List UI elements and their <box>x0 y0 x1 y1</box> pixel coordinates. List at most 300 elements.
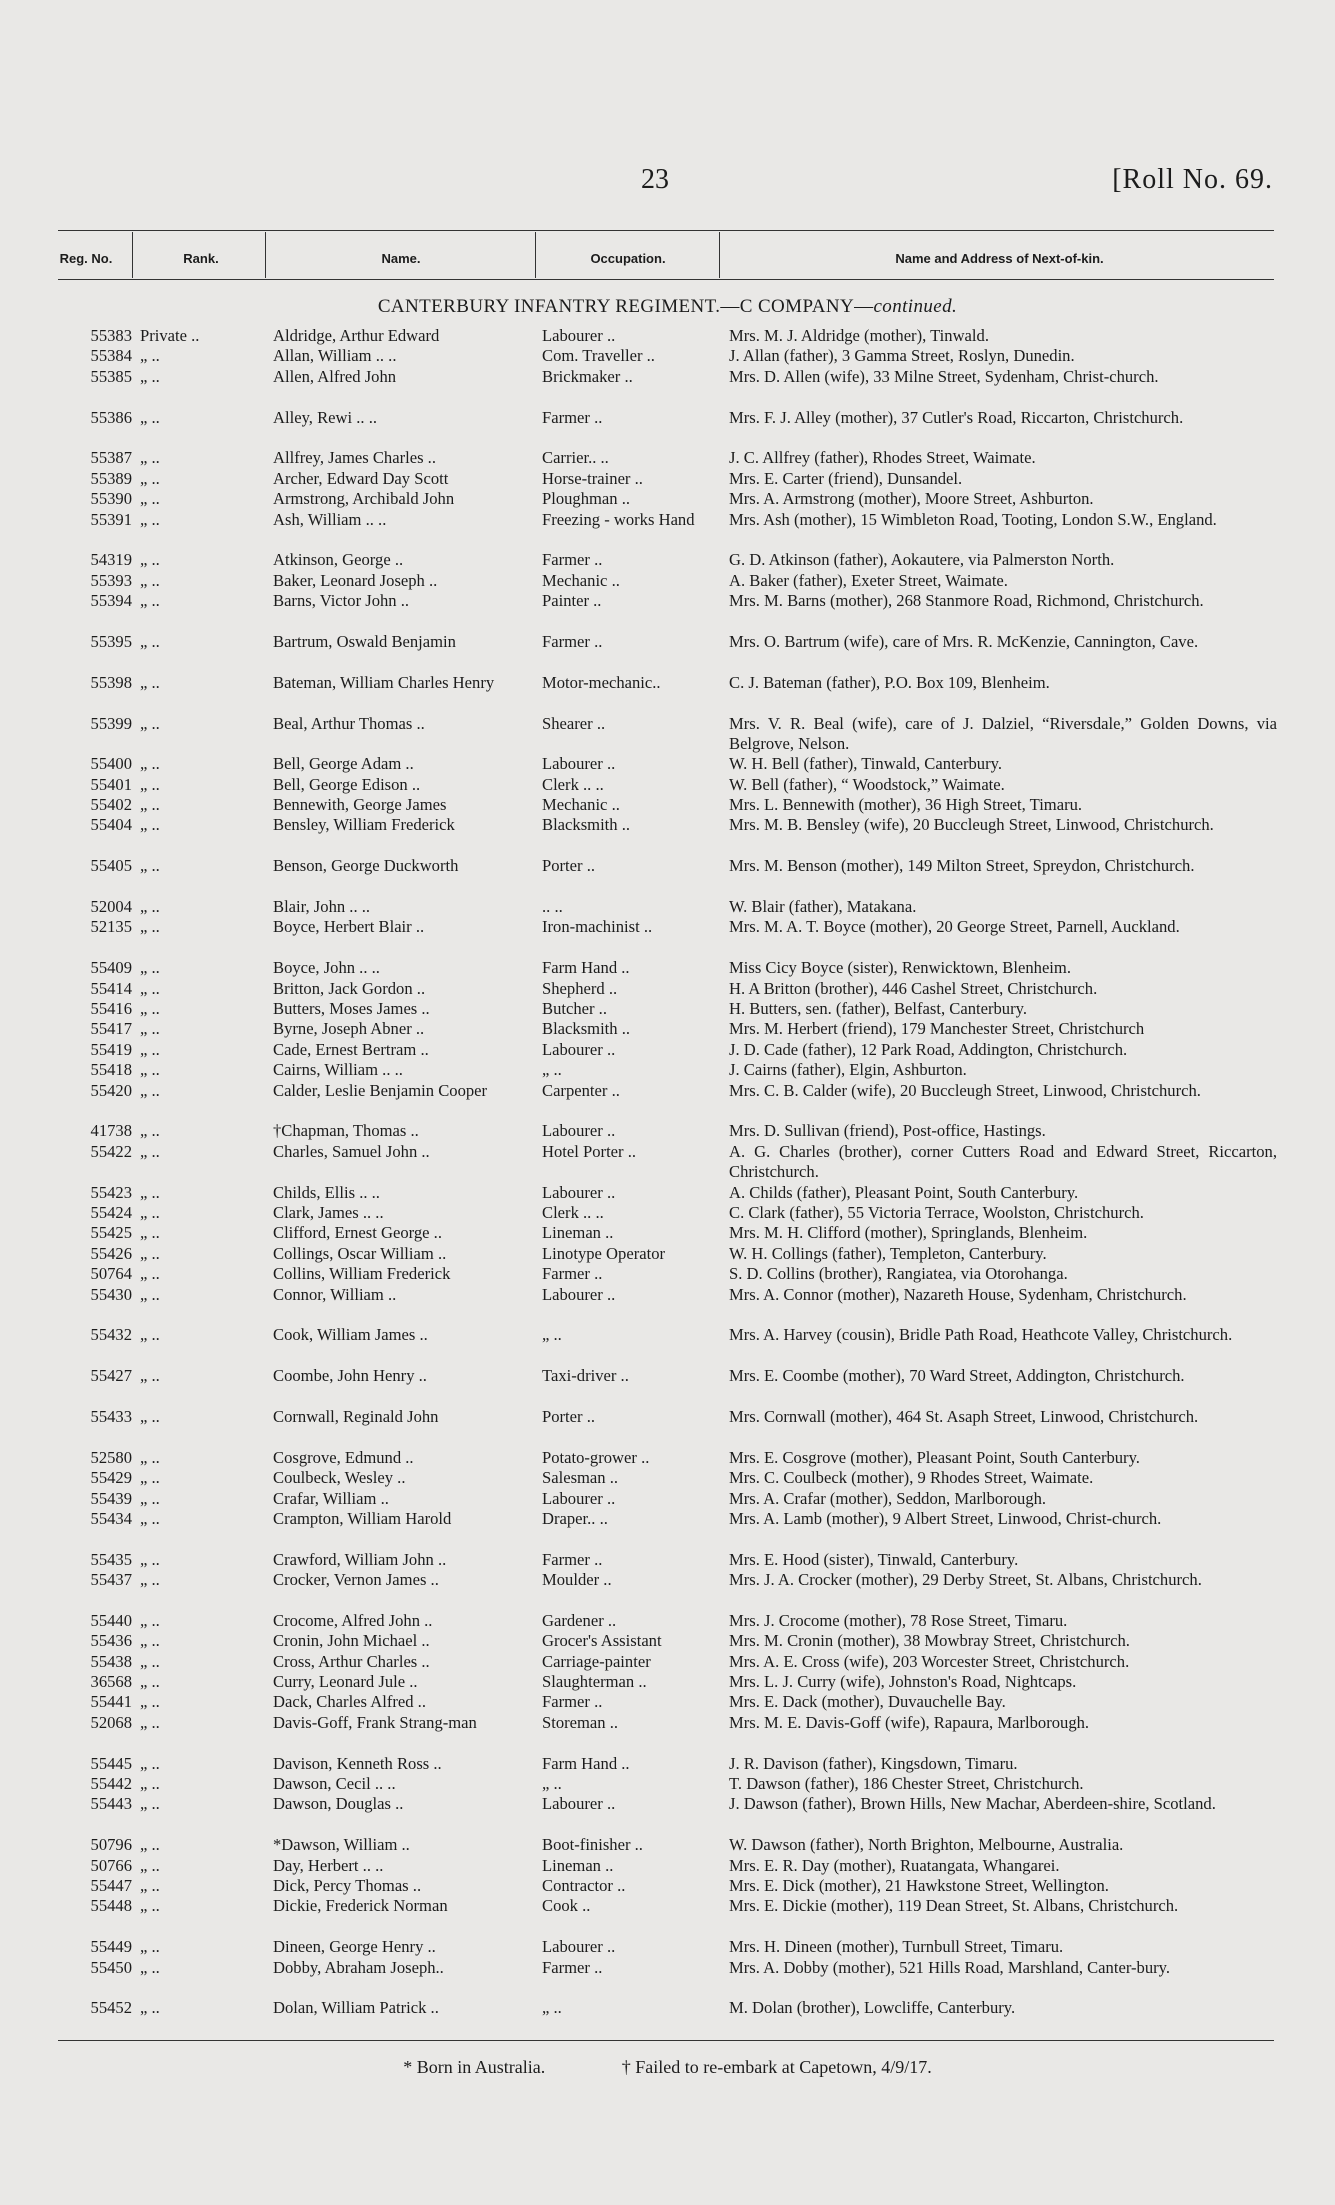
rank: „ .. <box>140 1753 160 1773</box>
reg-number: 36568 <box>90 1672 132 1692</box>
reg-number: 55442 <box>90 1774 132 1794</box>
occupation: Slaughterman .. <box>542 1672 647 1692</box>
soldier-name: Crampton, William Harold <box>273 1508 452 1528</box>
footnote-failed-reembark: † Failed to re-embark at Capetown, 4/9/17. <box>621 2057 932 2077</box>
table-row <box>0 1285 1335 1326</box>
reg-number: 50764 <box>90 1264 132 1284</box>
next-of-kin: Mrs. M. Benson (mother), 149 Milton Street, Spreydon, Christchurch. <box>729 856 1195 876</box>
occupation: Labourer .. <box>542 1182 616 1202</box>
next-of-kin: Mrs. E. Cosgrove (mother), Pleasant Point, South Canterbury. <box>729 1447 1140 1467</box>
next-of-kin: J. Allan (father), 3 Gamma Street, Roslyn, Dunedin. <box>729 346 1075 366</box>
occupation: „ .. <box>542 1060 562 1080</box>
soldier-name: Calder, Leslie Benjamin Cooper <box>273 1080 488 1100</box>
soldier-name: Dineen, George Henry .. <box>273 1937 436 1957</box>
occupation: Shepherd .. <box>542 978 618 998</box>
rank: „ .. <box>140 1570 160 1590</box>
table-row <box>0 1998 1335 2018</box>
rank: „ .. <box>140 1080 160 1100</box>
table-row <box>0 1876 1335 1896</box>
header-occupation: Occupation. <box>590 251 666 266</box>
reg-number: 54319 <box>90 550 132 570</box>
next-of-kin: Mrs. H. Dineen (mother), Turnbull Street, Timaru. <box>729 1937 1064 1957</box>
next-of-kin: Mrs. M. A. T. Boyce (mother), 20 George Street, Parnell, Auckland. <box>729 917 1180 937</box>
reg-number: 55430 <box>90 1284 132 1304</box>
occupation: Draper.. .. <box>542 1508 608 1528</box>
table-row <box>0 448 1335 468</box>
reg-number: 55387 <box>90 448 132 468</box>
rank: „ .. <box>140 366 160 386</box>
next-of-kin: J. D. Cade (father), 12 Park Road, Addington, Christchurch. <box>729 1039 1128 1059</box>
next-of-kin: Mrs. M. H. Clifford (mother), Springlands, Blenheim. <box>729 1223 1088 1243</box>
table-row <box>0 1570 1335 1611</box>
table-row <box>0 979 1335 999</box>
table-row <box>0 1407 1335 1448</box>
rank: „ .. <box>140 1651 160 1671</box>
rank: „ .. <box>140 1243 160 1263</box>
reg-number: 55427 <box>90 1366 132 1386</box>
next-of-kin: Mrs. E. Dack (mother), Duvauchelle Bay. <box>729 1692 1006 1712</box>
soldier-name: *Dawson, William .. <box>273 1835 410 1855</box>
reg-number: 55439 <box>90 1488 132 1508</box>
occupation: „ .. <box>542 1998 562 2018</box>
occupation: Farmer .. <box>542 631 603 651</box>
soldier-name: Dack, Charles Alfred .. <box>273 1692 426 1712</box>
rank: „ .. <box>140 958 160 978</box>
occupation: Farmer .. <box>542 407 603 427</box>
table-row <box>0 1835 1335 1855</box>
soldier-name: Allen, Alfred John <box>273 366 397 386</box>
next-of-kin: Mrs. M. E. Davis-Goff (wife), Rapaura, Marlborough. <box>729 1712 1090 1732</box>
rank: „ .. <box>140 489 160 509</box>
occupation: Labourer .. <box>542 1937 616 1957</box>
rank: „ .. <box>140 774 160 794</box>
next-of-kin: Mrs. J. Crocome (mother), 78 Rose Street, Timaru. <box>729 1610 1068 1630</box>
header-top-rule <box>58 230 1274 231</box>
reg-number: 55441 <box>90 1692 132 1712</box>
rank: „ .. <box>140 815 160 835</box>
rank: „ .. <box>140 999 160 1019</box>
rank: „ .. <box>140 346 160 366</box>
occupation: Cook .. <box>542 1896 591 1916</box>
table-row <box>0 1774 1335 1794</box>
reg-number: 55384 <box>90 346 132 366</box>
footnotes <box>0 2057 1335 2078</box>
soldier-name: Britton, Jack Gordon .. <box>273 978 426 998</box>
next-of-kin: Mrs. M. Barns (mother), 268 Stanmore Road, Richmond, Christchurch. <box>729 591 1204 611</box>
next-of-kin: W. Blair (father), Matakana. <box>729 897 917 917</box>
reg-number: 55438 <box>90 1651 132 1671</box>
occupation: Labourer .. <box>542 1488 616 1508</box>
occupation: Clerk .. .. <box>542 774 604 794</box>
rank: „ .. <box>140 1610 160 1630</box>
soldier-name: Cosgrove, Edmund .. <box>273 1447 414 1467</box>
rank: „ .. <box>140 1672 160 1692</box>
section-continued: continued. <box>873 296 958 317</box>
table-row <box>0 1856 1335 1876</box>
soldier-name: Dawson, Cecil .. .. <box>273 1774 396 1794</box>
soldier-name: Charles, Samuel John .. <box>273 1141 430 1161</box>
soldier-name: Bell, George Adam .. <box>273 754 414 774</box>
next-of-kin: A. Baker (father), Exeter Street, Waimate. <box>729 570 1008 590</box>
reg-number: 55436 <box>90 1631 132 1651</box>
reg-number: 55405 <box>90 856 132 876</box>
reg-number: 55423 <box>90 1182 132 1202</box>
next-of-kin: Mrs. L. J. Curry (wife), Johnston's Road, Nightcaps. <box>729 1672 1077 1692</box>
soldier-name: Connor, William .. <box>273 1284 397 1304</box>
next-of-kin: Mrs. A. Dobby (mother), 521 Hills Road, Marshland, Canter-bury. <box>729 1957 1171 1977</box>
next-of-kin: Mrs. A. Armstrong (mother), Moore Street, Ashburton. <box>729 489 1094 509</box>
soldier-name: Butters, Moses James .. <box>273 999 430 1019</box>
table-row <box>0 1183 1335 1203</box>
occupation: Ploughman .. <box>542 489 631 509</box>
table-row <box>0 1019 1335 1039</box>
soldier-name: Clifford, Ernest George .. <box>273 1223 442 1243</box>
occupation: „ .. <box>542 1325 562 1345</box>
next-of-kin: T. Dawson (father), 186 Chester Street, Christchurch. <box>729 1774 1084 1794</box>
soldier-name: Clark, James .. .. <box>273 1202 384 1222</box>
occupation: Labourer .. <box>542 1794 616 1814</box>
rank: „ .. <box>140 509 160 529</box>
soldier-name: Archer, Edward Day Scott <box>273 468 449 488</box>
soldier-name: Ash, William .. .. <box>273 509 387 529</box>
occupation: Farmer .. <box>542 1549 603 1569</box>
reg-number: 55414 <box>90 978 132 998</box>
reg-number: 55416 <box>90 999 132 1019</box>
occupation: Labourer .. <box>542 1121 616 1141</box>
next-of-kin: Mrs. E. Dick (mother), 21 Hawkstone Street, Wellington. <box>729 1876 1109 1895</box>
table-row <box>0 1468 1335 1488</box>
occupation: Brickmaker .. <box>542 366 633 386</box>
next-of-kin: H. A Britton (brother), 446 Cashel Street, Christchurch. <box>729 978 1098 998</box>
table-row <box>0 1203 1335 1223</box>
rank: „ .. <box>140 1284 160 1304</box>
soldier-name: Day, Herbert .. .. <box>273 1855 384 1875</box>
table-row <box>0 510 1335 551</box>
table-row <box>0 1672 1335 1692</box>
soldier-name: †Chapman, Thomas .. <box>273 1121 419 1141</box>
reg-number: 55389 <box>90 468 132 488</box>
next-of-kin: S. D. Collins (brother), Rangiatea, via Otorohanga. <box>729 1264 1068 1284</box>
soldier-name: Cornwall, Reginald John <box>273 1406 439 1426</box>
column-divider <box>132 232 133 278</box>
next-of-kin: Mrs. A. E. Cross (wife), 203 Worcester Street, Christchurch. <box>729 1651 1130 1671</box>
occupation: Carrier.. .. <box>542 448 609 468</box>
rank: „ .. <box>140 1488 160 1508</box>
soldier-name: Alley, Rewi .. .. <box>273 407 378 427</box>
next-of-kin: H. Butters, sen. (father), Belfast, Canterbury. <box>729 999 1027 1019</box>
soldier-name: Boyce, Herbert Blair .. <box>273 917 425 937</box>
table-row <box>0 489 1335 509</box>
table-row <box>0 714 1335 755</box>
next-of-kin: Mrs. A. Crafar (mother), Seddon, Marlborough. <box>729 1488 1047 1508</box>
soldier-name: Bennewith, George James <box>273 795 447 815</box>
table-row <box>0 815 1335 856</box>
soldier-name: Allan, William .. .. <box>273 346 397 366</box>
footnote-born-australia: * Born in Australia. <box>403 2057 546 2077</box>
reg-number: 55399 <box>90 713 132 733</box>
next-of-kin: Mrs. A. Harvey (cousin), Bridle Path Road, Heathcote Valley, Christchurch. <box>729 1325 1233 1345</box>
next-of-kin: Mrs. E. R. Day (mother), Ruatangata, Whangarei. <box>729 1855 1060 1875</box>
soldier-name: Bartrum, Oswald Benjamin <box>273 631 456 651</box>
rank: „ .. <box>140 1692 160 1712</box>
rank: „ .. <box>140 1019 160 1039</box>
reg-number: 55420 <box>90 1080 132 1100</box>
table-row <box>0 326 1335 346</box>
table-row <box>0 1937 1335 1957</box>
occupation: Com. Traveller .. <box>542 346 655 366</box>
reg-number: 55447 <box>90 1876 132 1895</box>
rank: „ .. <box>140 1406 160 1426</box>
reg-number: 55383 <box>90 326 132 345</box>
reg-number: 55424 <box>90 1202 132 1222</box>
next-of-kin: Mrs. J. A. Crocker (mother), 29 Derby Street, St. Albans, Christchurch. <box>729 1570 1202 1590</box>
reg-number: 55452 <box>90 1998 132 2018</box>
rank: „ .. <box>140 1631 160 1651</box>
reg-number: 55404 <box>90 815 132 835</box>
occupation: Salesman .. <box>542 1468 619 1488</box>
rank: „ .. <box>140 1039 160 1059</box>
next-of-kin: Mrs. M. Herbert (friend), 179 Manchester Street, Christchurch <box>729 1019 1145 1039</box>
table-row <box>0 1509 1335 1550</box>
table-row <box>0 1142 1335 1183</box>
occupation: Labourer .. <box>542 326 616 345</box>
occupation: Clerk .. .. <box>542 1202 604 1222</box>
soldier-name: Cairns, William .. .. <box>273 1060 403 1080</box>
soldier-name: Byrne, Joseph Abner .. <box>273 1019 425 1039</box>
rank: „ .. <box>140 917 160 937</box>
header-reg-no: Reg. No. <box>59 251 113 266</box>
soldier-name: Beal, Arthur Thomas .. <box>273 713 425 733</box>
reg-number: 55386 <box>90 407 132 427</box>
reg-number: 55435 <box>90 1549 132 1569</box>
rank: „ .. <box>140 1202 160 1222</box>
reg-number: 55398 <box>90 672 132 692</box>
section-title-text: CANTERBURY INFANTRY REGIMENT.—C COMPANY— <box>377 296 874 317</box>
header-next-of-kin: Name and Address of Next-of-kin. <box>895 251 1104 266</box>
reg-number: 55426 <box>90 1243 132 1263</box>
occupation: Moulder .. <box>542 1570 612 1590</box>
table-row <box>0 897 1335 917</box>
soldier-name: Bell, George Edison .. <box>273 774 421 794</box>
rank: „ .. <box>140 1223 160 1243</box>
occupation: Taxi-driver .. <box>542 1366 629 1386</box>
reg-number: 55393 <box>90 570 132 590</box>
soldier-name: Armstrong, Archibald John <box>273 489 455 509</box>
rank: „ .. <box>140 1121 160 1141</box>
rank: „ .. <box>140 1447 160 1467</box>
rank: „ .. <box>140 1712 160 1732</box>
next-of-kin: Mrs. L. Bennewith (mother), 36 High Street, Timaru. <box>729 795 1083 815</box>
table-row <box>0 1223 1335 1243</box>
reg-number: 55440 <box>90 1610 132 1630</box>
table-row <box>0 408 1335 449</box>
next-of-kin: A. Childs (father), Pleasant Point, South Canterbury. <box>729 1182 1079 1202</box>
next-of-kin: Mrs. V. R. Beal (wife), care of J. Dalziel, “Riversdale,” Golden Downs, via Belgrove, Nelson. <box>729 713 1277 753</box>
soldier-name: Aldridge, Arthur Edward <box>273 326 440 345</box>
soldier-name: Dick, Percy Thomas .. <box>273 1876 422 1895</box>
occupation: Iron-machinist .. <box>542 917 653 937</box>
rank: „ .. <box>140 795 160 815</box>
soldier-name: Coulbeck, Wesley .. <box>273 1468 406 1488</box>
table-row <box>0 632 1335 673</box>
occupation: Grocer's Assistant <box>542 1631 662 1651</box>
rank: „ .. <box>140 1855 160 1875</box>
table-row <box>0 1550 1335 1570</box>
reg-number: 55434 <box>90 1508 132 1528</box>
occupation: Farmer .. <box>542 550 603 570</box>
soldier-name: Crawford, William John .. <box>273 1549 447 1569</box>
rank: „ .. <box>140 1325 160 1345</box>
next-of-kin: J. C. Allfrey (father), Rhodes Street, Waimate. <box>729 448 1036 468</box>
reg-number: 55448 <box>90 1896 132 1916</box>
occupation: Labourer .. <box>542 1039 616 1059</box>
soldier-name: Crafar, William .. <box>273 1488 389 1508</box>
next-of-kin: Mrs. O. Bartrum (wife), care of Mrs. R. McKenzie, Cannington, Cave. <box>729 631 1199 651</box>
reg-number: 55402 <box>90 795 132 815</box>
rank: „ .. <box>140 468 160 488</box>
soldier-name: Cook, William James .. <box>273 1325 428 1345</box>
next-of-kin: Mrs. E. Coombe (mother), 70 Ward Street, Addington, Christchurch. <box>729 1366 1185 1386</box>
soldier-name: Dawson, Douglas .. <box>273 1794 404 1814</box>
reg-number: 50766 <box>90 1855 132 1875</box>
soldier-name: Crocome, Alfred John .. <box>273 1610 433 1630</box>
next-of-kin: Mrs. E. Hood (sister), Tinwald, Canterbury. <box>729 1549 1019 1569</box>
occupation: Blacksmith .. <box>542 1019 631 1039</box>
next-of-kin: W. Bell (father), “ Woodstock,” Waimate. <box>729 774 1005 794</box>
rank: „ .. <box>140 1060 160 1080</box>
footer-rule <box>58 2040 1274 2041</box>
next-of-kin: Mrs. Cornwall (mother), 464 St. Asaph Street, Linwood, Christchurch. <box>729 1406 1199 1426</box>
soldier-name: Collings, Oscar William .. <box>273 1243 447 1263</box>
table-row <box>0 1448 1335 1468</box>
table-row <box>0 1896 1335 1937</box>
rank: „ .. <box>140 1876 160 1895</box>
reg-number: 55409 <box>90 958 132 978</box>
table-row <box>0 917 1335 958</box>
table-row <box>0 1325 1335 1366</box>
occupation: Farm Hand .. <box>542 1753 630 1773</box>
occupation: Motor-mechanic.. <box>542 672 661 692</box>
occupation: Gardener .. <box>542 1610 617 1630</box>
occupation: .. .. <box>542 897 563 917</box>
next-of-kin: Mrs. M. B. Bensley (wife), 20 Buccleugh Street, Linwood, Christchurch. <box>729 815 1214 835</box>
table-row <box>0 1713 1335 1754</box>
rank: „ .. <box>140 1549 160 1569</box>
soldier-name: Blair, John .. .. <box>273 897 371 917</box>
occupation: „ .. <box>542 1774 562 1794</box>
next-of-kin: Mrs. C. Coulbeck (mother), 9 Rhodes Street, Waimate. <box>729 1468 1094 1488</box>
next-of-kin: J. R. Davison (father), Kingsdown, Timaru. <box>729 1753 1018 1773</box>
reg-number: 52004 <box>90 897 132 917</box>
soldier-name: Curry, Leonard Jule .. <box>273 1672 418 1692</box>
table-row <box>0 1060 1335 1080</box>
next-of-kin: M. Dolan (brother), Lowcliffe, Canterbury. <box>729 1998 1016 2018</box>
occupation: Blacksmith .. <box>542 815 631 835</box>
soldier-name: Bateman, William Charles Henry <box>273 672 495 692</box>
column-divider <box>265 232 266 278</box>
occupation: Hotel Porter .. <box>542 1141 637 1161</box>
rank: „ .. <box>140 856 160 876</box>
soldier-name: Boyce, John .. .. <box>273 958 380 978</box>
roll-table <box>0 326 1335 2019</box>
table-row <box>0 856 1335 897</box>
table-row <box>0 1121 1335 1141</box>
rank: „ .. <box>140 1794 160 1814</box>
rank: „ .. <box>140 448 160 468</box>
reg-number: 55425 <box>90 1223 132 1243</box>
soldier-name: Childs, Ellis .. .. <box>273 1182 380 1202</box>
table-row <box>0 367 1335 408</box>
header-name: Name. <box>381 251 421 266</box>
page-number: 23 <box>641 164 669 195</box>
occupation: Potato-grower .. <box>542 1447 650 1467</box>
rank: Private .. <box>140 326 200 345</box>
next-of-kin: C. Clark (father), 55 Victoria Terrace, Woolston, Christchurch. <box>729 1202 1144 1222</box>
table-row <box>0 999 1335 1019</box>
next-of-kin: J. Dawson (father), Brown Hills, New Machar, Aberdeen-shire, Scotland. <box>729 1794 1216 1814</box>
soldier-name: Bensley, William Frederick <box>273 815 455 835</box>
table-row <box>0 1692 1335 1712</box>
reg-number: 55449 <box>90 1937 132 1957</box>
reg-number: 52068 <box>90 1712 132 1732</box>
occupation: Linotype Operator <box>542 1243 666 1263</box>
rank: „ .. <box>140 631 160 651</box>
next-of-kin: Mrs. E. Carter (friend), Dunsandel. <box>729 468 963 488</box>
reg-number: 52580 <box>90 1447 132 1467</box>
reg-number: 55429 <box>90 1468 132 1488</box>
occupation: Farmer .. <box>542 1264 603 1284</box>
table-row <box>0 1244 1335 1264</box>
rank: „ .. <box>140 407 160 427</box>
table-row <box>0 775 1335 795</box>
table-row <box>0 591 1335 632</box>
table-row <box>0 1652 1335 1672</box>
reg-number: 55433 <box>90 1406 132 1426</box>
soldier-name: Barns, Victor John .. <box>273 591 410 611</box>
reg-number: 55400 <box>90 754 132 774</box>
reg-number: 55422 <box>90 1141 132 1161</box>
rank: „ .. <box>140 1366 160 1386</box>
rank: „ .. <box>140 570 160 590</box>
reg-number: 50796 <box>90 1835 132 1855</box>
soldier-name: Atkinson, George .. <box>273 550 404 570</box>
occupation: Farmer .. <box>542 1957 603 1977</box>
rank: „ .. <box>140 1264 160 1284</box>
occupation: Painter .. <box>542 591 602 611</box>
occupation: Storeman .. <box>542 1712 619 1732</box>
next-of-kin: Mrs. A. Lamb (mother), 9 Albert Street, Linwood, Christ-church. <box>729 1508 1162 1528</box>
table-row <box>0 673 1335 714</box>
soldier-name: Dobby, Abraham Joseph.. <box>273 1957 444 1977</box>
reg-number: 55395 <box>90 631 132 651</box>
reg-number: 55401 <box>90 774 132 794</box>
rank: „ .. <box>140 1896 160 1916</box>
soldier-name: Cade, Ernest Bertram .. <box>273 1039 429 1059</box>
next-of-kin: W. H. Collings (father), Templeton, Canterbury. <box>729 1243 1047 1263</box>
rank: „ .. <box>140 1957 160 1977</box>
soldier-name: Coombe, John Henry .. <box>273 1366 427 1386</box>
reg-number: 55445 <box>90 1753 132 1773</box>
rank: „ .. <box>140 1508 160 1528</box>
occupation: Carpenter .. <box>542 1080 620 1100</box>
rank: „ .. <box>140 754 160 774</box>
table-row <box>0 571 1335 591</box>
rank: „ .. <box>140 897 160 917</box>
reg-number: 55385 <box>90 366 132 386</box>
rank: „ .. <box>140 1468 160 1488</box>
occupation: Contractor .. <box>542 1876 626 1895</box>
soldier-name: Baker, Leonard Joseph .. <box>273 570 438 590</box>
